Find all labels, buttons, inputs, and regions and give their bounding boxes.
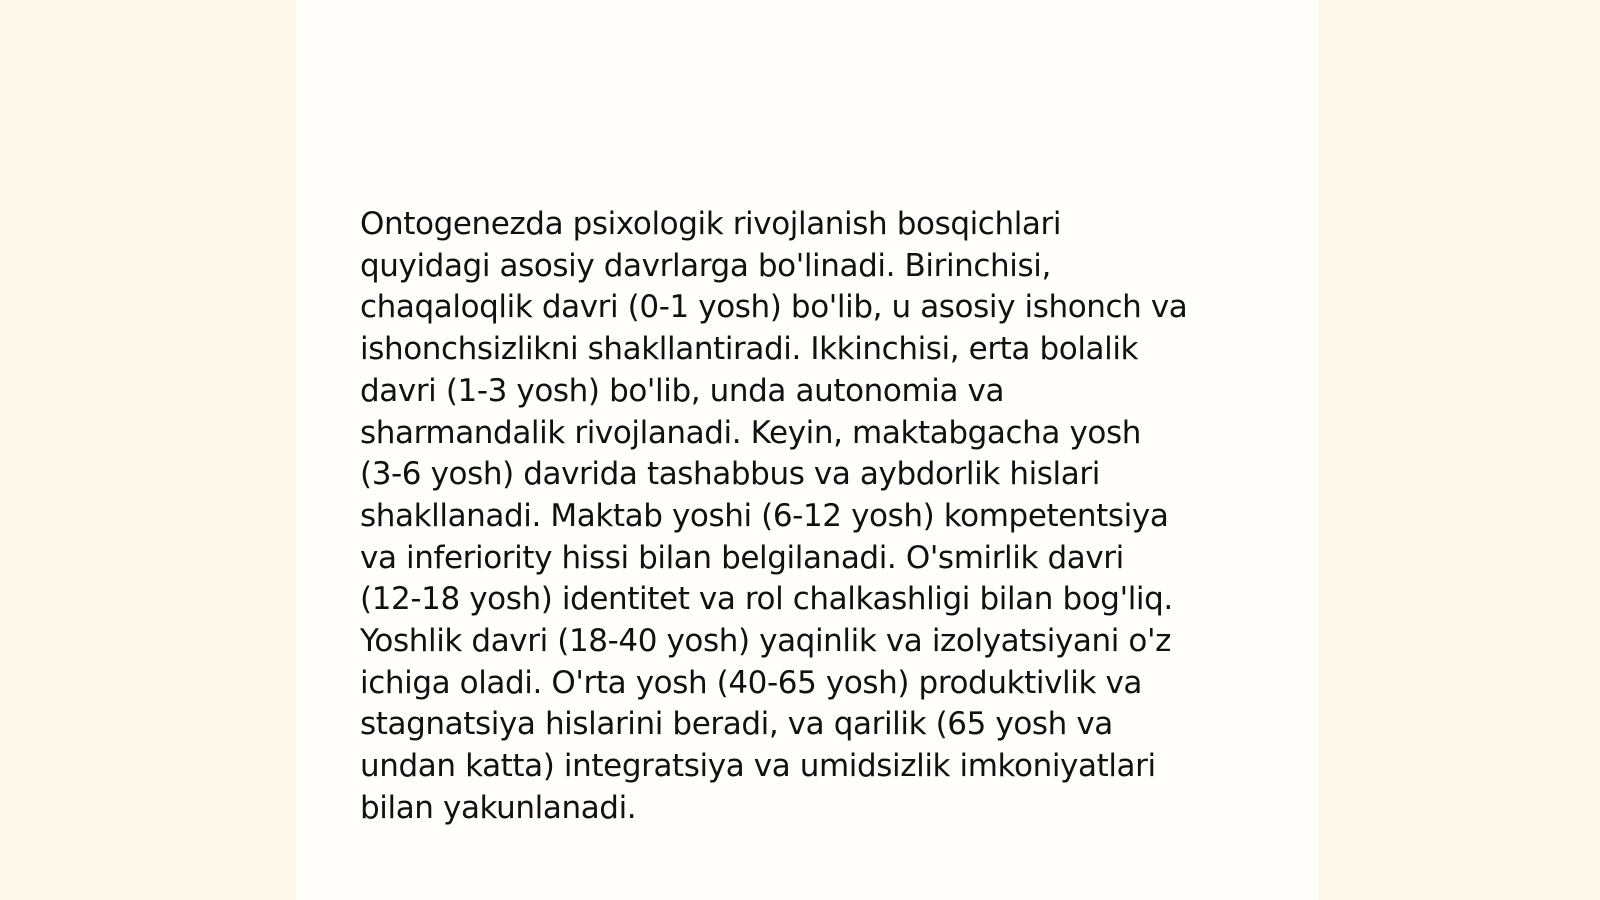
- text-line: davri (1-3 yosh) bo'lib, unda autonomia va: [360, 372, 1005, 409]
- text-line: bilan yakunlanadi.: [360, 789, 637, 826]
- text-line: va inferiority hissi bilan belgilanadi. O'smirlik davri: [360, 539, 1124, 576]
- text-line: (3-6 yosh) davrida tashabbus va aybdorlik hislari: [360, 456, 1100, 493]
- text-line: (12-18 yosh) identitet va rol chalkashligi bilan bog'liq.: [360, 581, 1173, 618]
- text-line: chaqaloqlik davri (0-1 yosh) bo'lib, u asosiy ishonch va: [360, 289, 1188, 326]
- text-line: Ontogenezda psixologik rivojlanish bosqichlari: [360, 206, 1062, 242]
- text-line: ishonchsizlikni shakllantiradi. Ikkinchisi, erta bolalik: [360, 331, 1139, 368]
- body-paragraph: [360, 204, 1240, 830]
- text-line: sharmandalik rivojlanadi. Keyin, maktabgacha yosh: [360, 414, 1141, 451]
- text-line: stagnatsiya hislarini beradi, va qarilik (65 yosh va: [360, 706, 1113, 743]
- text-line: ichiga oladi. O'rta yosh (40-65 yosh) produktivlik va: [360, 664, 1143, 701]
- text-line: shakllanadi. Maktab yoshi (6-12 yosh) kompetentsiya: [360, 497, 1169, 534]
- text-line: quyidagi asosiy davrlarga bo'linadi. Birinchisi,: [360, 247, 1051, 284]
- text-line: undan katta) integratsiya va umidsizlik imkoniyatlari: [360, 748, 1156, 785]
- document-page: [296, 0, 1318, 900]
- text-line: Yoshlik davri (18-40 yosh) yaqinlik va izolyatsiyani o'z: [360, 623, 1171, 660]
